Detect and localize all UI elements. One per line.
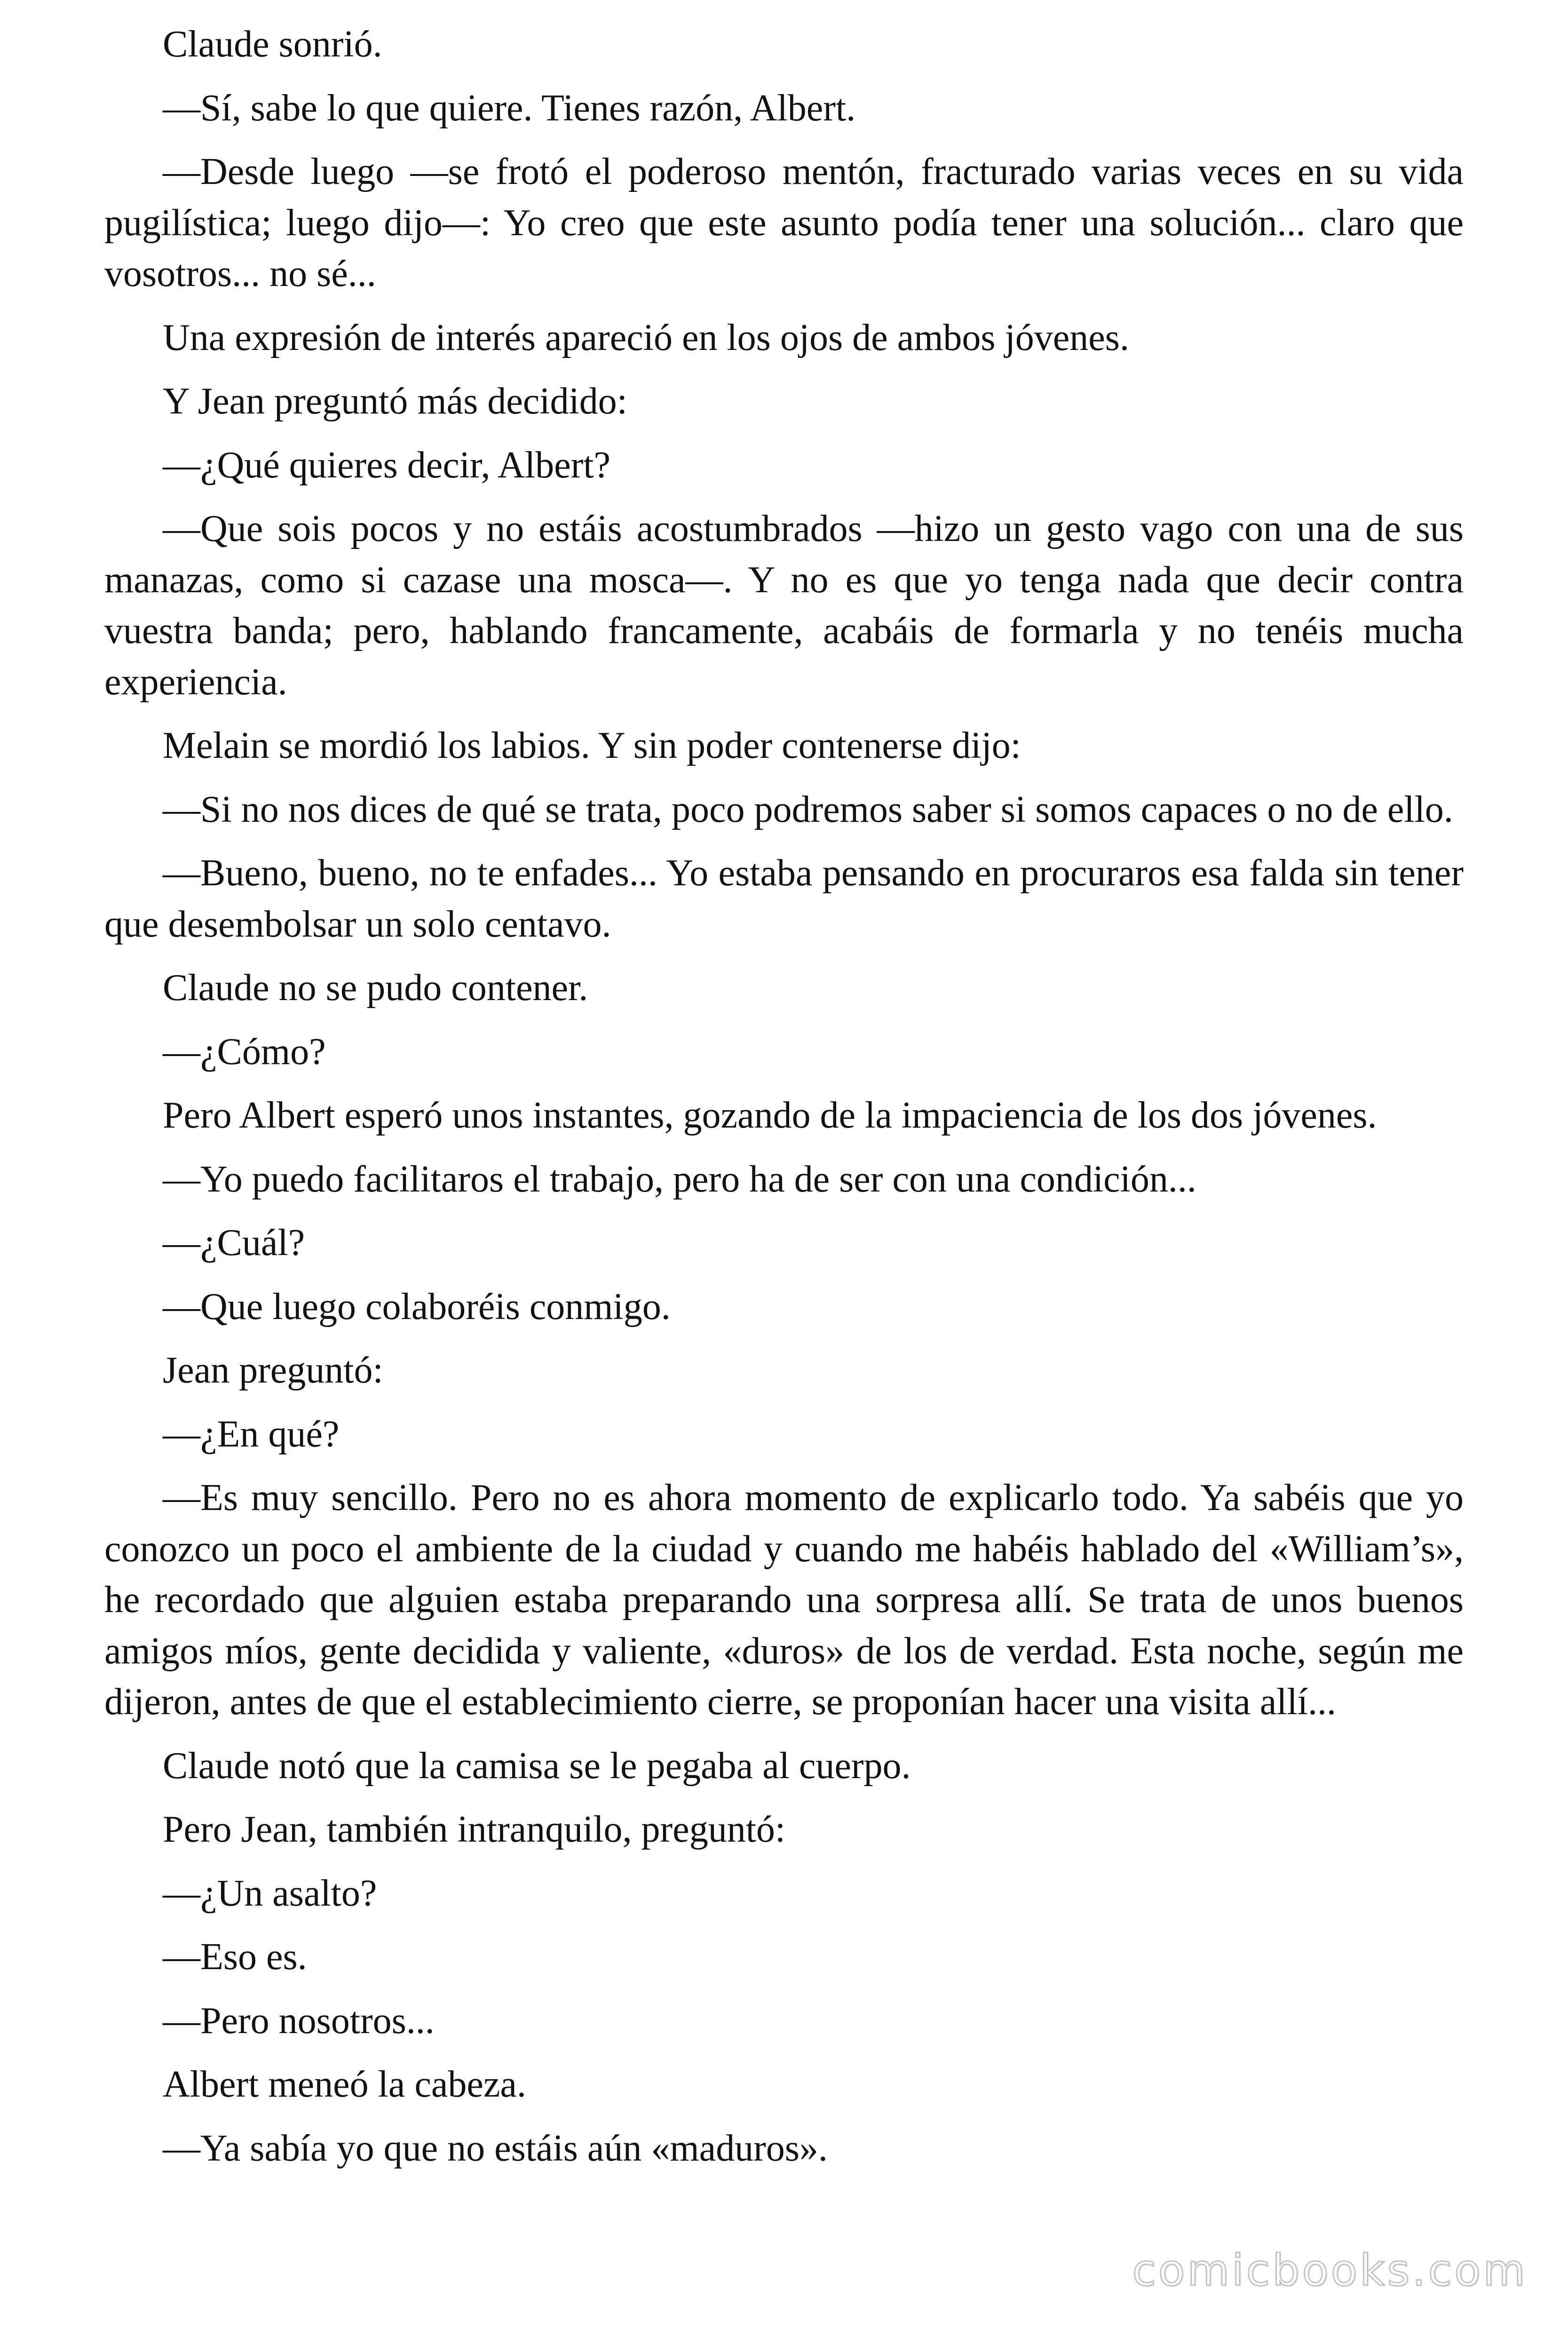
- paragraph: —Bueno, bueno, no te enfades... Yo estaba pensando en procuraros esa falda sin tener que desembolsar un solo centavo.: [104, 852, 1464, 945]
- watermark-logo: comicbooks.com: [1132, 2245, 1528, 2296]
- paragraph: Melain se mordió los labios. Y sin poder contenerse dijo:: [163, 725, 1021, 766]
- paragraph: —Pero nosotros...: [163, 2000, 435, 2042]
- paragraph: —Sí, sabe lo que quiere. Tienes razón, Albert.: [163, 87, 856, 129]
- paragraph: —Si no nos dices de qué se trata, poco podremos saber si somos capaces o no de ello.: [163, 788, 1453, 830]
- paragraph: —¿En qué?: [163, 1413, 340, 1455]
- paragraph: —Que luego colaboréis conmigo.: [163, 1286, 671, 1327]
- paragraph: Claude notó que la camisa se le pegaba al cuerpo.: [163, 1745, 911, 1787]
- paragraph: —Que sois pocos y no estáis acostumbrados —hizo un gesto vago con una de sus manazas, como si cazase una mosca—. Y no es que yo tenga nada que decir contra vuestra banda; pero, hablando francamente, acabáis de formarla y no tenéis mucha experiencia.: [104, 508, 1464, 703]
- paragraph: —Eso es.: [163, 1936, 307, 1978]
- paragraph: Jean preguntó:: [163, 1350, 383, 1391]
- paragraph: —¿Cuál?: [163, 1222, 305, 1263]
- paragraph: Pero Jean, también intranquilo, preguntó:: [163, 1809, 786, 1850]
- paragraph: —¿Cómo?: [163, 1031, 326, 1073]
- paragraph: —Ya sabía yo que no estáis aún «maduros».: [163, 2127, 828, 2169]
- paragraph: —Es muy sencillo. Pero no es ahora momento de explicarlo todo. Ya sabéis que yo conozco un poco el ambiente de la ciudad y cuando me habéis hablado del «William’s», he recordado que alguien estaba preparando una sorpresa allí. Se trata de unos buenos amigos míos, gente decidida y valiente, «duros» de los de verdad. Esta noche, según me dijeron, antes de que el establecimiento cierre, se proponían hacer una visita allí...: [104, 1477, 1464, 1723]
- paragraph: Claude no se pudo contener.: [163, 967, 588, 1009]
- page-body: [104, 19, 1464, 2186]
- paragraph: Claude sonrió.: [163, 24, 382, 65]
- paragraph: Albert meneó la cabeza.: [163, 2064, 526, 2105]
- paragraph: —¿Un asalto?: [163, 1872, 377, 1914]
- paragraph: —Desde luego —se frotó el poderoso mentón, fracturado varias veces en su vida pugilística; luego dijo—: Yo creo que este asunto podía tener una solución... claro que vosotros... no sé...: [104, 151, 1464, 294]
- paragraph: —Yo puedo facilitaros el trabajo, pero ha de ser con una condición...: [163, 1158, 1196, 1200]
- paragraph: —¿Qué quieres decir, Albert?: [163, 444, 610, 486]
- paragraph: Pero Albert esperó unos instantes, gozando de la impaciencia de los dos jóvenes.: [163, 1095, 1377, 1136]
- paragraph: Una expresión de interés apareció en los ojos de ambos jóvenes.: [163, 317, 1129, 358]
- paragraph: Y Jean preguntó más decidido:: [163, 381, 627, 422]
